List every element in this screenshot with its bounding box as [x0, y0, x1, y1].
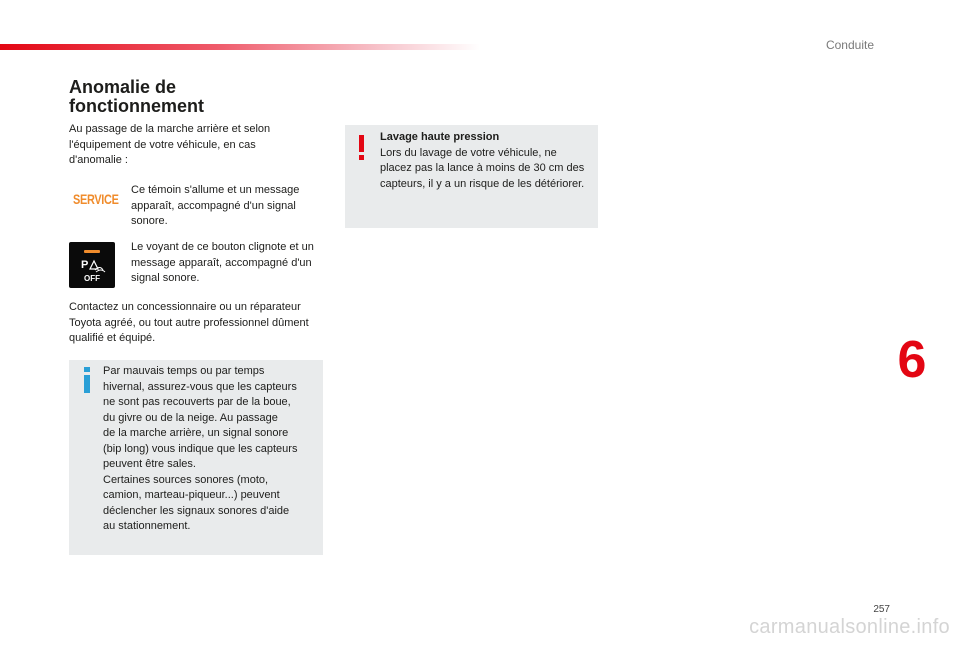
off-label: OFF — [84, 274, 100, 283]
page-title — [69, 78, 329, 116]
chapter-number: 6 — [897, 331, 927, 389]
info-note-text — [103, 364, 317, 535]
info-note-line: peuvent être sales. — [103, 458, 196, 470]
contact-paragraph: Contactez un concessionnaire ou un réparateur Toyota agréé, ou tout autre professionnel dûment qualifié et équipé. — [69, 301, 309, 344]
parking-sensor-icon — [80, 256, 106, 274]
info-note-line: du givre ou de la neige. Au passage — [103, 411, 278, 424]
page-title-line-1: Anomalie de — [69, 77, 177, 97]
page-title-line-2: fonctionnement — [69, 96, 204, 116]
warning-box — [345, 125, 598, 228]
warning-title: Lavage haute pression — [380, 131, 500, 143]
service-warning-icon: SERVICE — [73, 191, 119, 207]
info-note-line: Certaines sources sonores (moto, — [103, 473, 269, 486]
info-note-box — [69, 360, 323, 555]
parking-sensor-off-button-icon — [69, 242, 115, 288]
warning-text: Lors du lavage de votre véhicule, ne placez pas la lance à moins de 30 cm des capteurs, il y a un risque de les détériorer. — [380, 146, 585, 190]
info-icon — [81, 367, 93, 393]
service-warning-text: Ce témoin s'allume et un message apparaît, accompagné d'un signal sonore. — [131, 184, 300, 227]
intro-paragraph: Au passage de la marche arrière et selon l'équipement de votre véhicule, en cas d'anomalie : — [69, 123, 271, 166]
section-label: Conduite — [825, 38, 874, 52]
info-note-line: ne sont pas recouverts par de la boue, — [103, 396, 291, 408]
info-note-line: Par mauvais temps ou par temps — [103, 365, 265, 377]
warning-exclamation-icon — [358, 135, 366, 161]
parking-button-text: Le voyant de ce bouton clignote et un message apparaît, accompagné d'un signal sonore. — [131, 241, 314, 284]
svg-text:P: P — [81, 259, 89, 271]
header-accent-bar — [0, 44, 480, 50]
warning-content — [380, 130, 590, 192]
info-note-line: de la marche arrière, un signal sonore — [103, 427, 289, 439]
button-led-icon — [84, 250, 100, 253]
page-number: 257 — [873, 604, 890, 615]
watermark: carmanualsonline.info — [749, 616, 950, 638]
info-note-line: déclencher les signaux sonores d'aide — [103, 504, 290, 517]
info-note-line: au stationnement. — [103, 520, 191, 532]
info-note-line: (bip long) vous indique que les capteurs — [103, 442, 298, 455]
info-note-line: camion, marteau-piqueur...) peuvent — [103, 489, 280, 501]
info-note-line: hivernal, assurez-vous que les capteurs — [103, 380, 297, 393]
